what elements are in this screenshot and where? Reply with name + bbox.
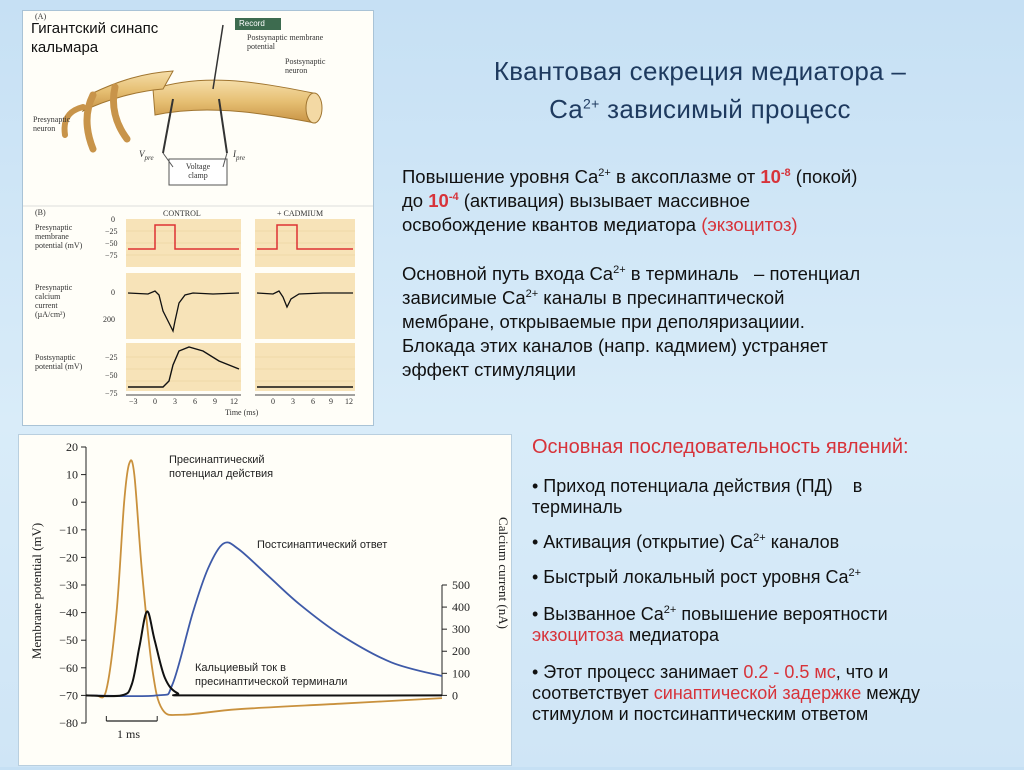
paragraph-calcium-levels: Повышение уровня $Ca^{2+}$ в аксоплазме от $10^{-8}$ (покой) до $10^{-4}$ (активация) вызывает массивное освобождение квантов медиатора (экзоцитоз) [402,166,858,235]
x-tick: 6 [311,397,315,406]
panel-a-label: (A) [35,12,47,21]
control-label: CONTROL [163,209,201,218]
chart-svg [19,435,511,765]
r1-tick: −75 [105,251,118,260]
y-tick-label-right: 500 [452,578,470,592]
sequence-item-4: • Вызванное $Ca^{2+}$ повышение вероятности экзоцитоза медиатора [532,604,888,645]
y-tick-label-left: −50 [59,633,78,648]
r3-tick: −75 [105,389,118,398]
calcium-current-label: Кальциевый ток в пресинаптической терминали [195,662,348,688]
x-tick: −3 [129,397,138,406]
y-tick-label-right: 100 [452,666,470,681]
y-tick-label-right: 0 [452,688,458,703]
y-tick-label-left: 10 [66,467,78,482]
x-tick: 3 [291,397,295,406]
row3-label: Postsynaptic potential (mV) [35,353,83,371]
x-tick: 9 [329,397,333,406]
action-potential-chart [18,434,512,766]
y-tick-label-right: 400 [452,600,470,615]
postsyn-response-label: Постсинаптический ответ [257,539,388,551]
voltage-clamp-label: Voltage clamp [185,162,211,180]
paragraph-calcium-channels: Основной путь входа $Ca^{2+}$ в терминаль – потенциал зависимые $Ca^{2+}$ каналы в пресинаптической мембране, открываемые при деполяризациии. Блокада этих каналов (напр. кадмием) устраняет эффект стимуляции [402,263,861,380]
y-tick-label-left: −30 [59,578,78,592]
x-axis-title: Time (ms) [225,408,259,417]
y-tick-label-left: −70 [59,688,78,703]
r1-tick: −50 [105,239,118,248]
squid-synapse-figure [22,10,374,426]
y-tick-label-left: −80 [59,716,78,730]
presyn-neuron-label: Presynaptic neuron [33,115,71,133]
r2-tick: 200 [103,315,115,324]
x-tick: 12 [345,397,353,406]
x-tick: 9 [213,397,217,406]
presyn-ap-label: Пресинаптический потенциал действия [169,454,274,480]
x-tick: 0 [271,397,275,406]
panel-b-label: (B) [35,208,46,217]
scale-bar-label: 1 ms [117,727,141,741]
r1-tick: 0 [111,215,115,224]
postsynaptic-axon [153,80,315,123]
y-tick-label-left: −40 [59,605,78,620]
axon-end [306,93,322,123]
r3-tick: −50 [105,371,118,380]
y-tick-label-left: −20 [59,550,78,565]
sequence-item-2: • Активация (открытие) $Ca^{2+}$ каналов [532,532,840,552]
y-axis-left-title: Membrane potential (mV) [29,522,44,660]
y-tick-label-left: −60 [59,660,78,675]
y-tick-label-right: 200 [452,644,470,659]
postsyn-neuron-label: Postsynaptic neuron [285,57,326,75]
r1-tick: −25 [105,227,118,236]
cadmium-label: + CADMIUM [277,209,324,218]
y-tick-label-right: 300 [452,622,470,637]
i-pre-label: $I_{pre}$ [233,149,246,162]
r2-tick: 0 [111,288,115,297]
sequence-item-5: • Этот процесс занимает 0.2 - 0.5 мс, что и соответствует синаптической задержке между стимулом и постсинаптическим ответом [532,662,921,724]
y-tick-label-left: 0 [72,495,78,510]
x-tick: 6 [193,397,197,406]
row1-label: Presynaptic membrane potential (mV) [35,223,83,250]
y-tick-label-left: −10 [59,522,78,537]
row2-label: Presynaptic calcium current (µA/cm²) [35,283,73,319]
x-tick: 0 [153,397,157,406]
r3-tick: −25 [105,353,118,362]
slide-title: Квантовая секреция медиатора – $Ca^{2+}$ зависимый процесс [493,56,907,124]
record-label: Record [239,19,265,28]
x-tick: 3 [173,397,177,406]
sequence-item-1: • Приход потенциала действия (ПД) в терминаль [532,476,863,517]
squid-synapse-label: Гигантский синапс кальмара [31,20,159,56]
control-panels [126,219,355,391]
y-axis-right-title: Calcium current (nA) [496,517,511,629]
postsyn-potential-label: Postsynaptic membrane potential [247,33,324,51]
x-tick: 12 [230,397,238,406]
sequence-item-3: • Быстрый локальный рост уровня $Ca^{2+}$ [532,567,862,587]
y-tick-label-left: 20 [66,440,78,454]
v-pre-label: $V_{pre}$ [139,149,154,162]
sequence-heading: Основная последовательность явлений: [532,436,909,458]
